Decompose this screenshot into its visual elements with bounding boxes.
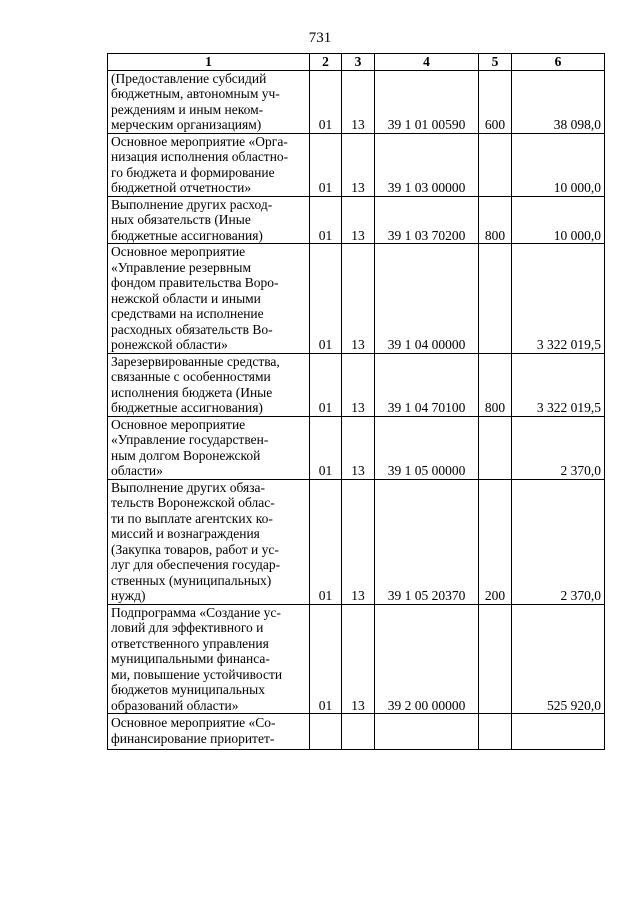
expense-item-name-line: средствами на исполнение — [111, 306, 264, 321]
column-header-3: 3 — [342, 54, 375, 71]
expense-item-name-line: области» — [111, 463, 163, 478]
expense-item-name-line: ных обязательств (Иные — [111, 212, 251, 227]
expense-item-name-line: мерческим организациям) — [111, 117, 262, 132]
expense-item-name-line: бюджетов муниципальных — [111, 682, 265, 697]
expense-item-name-line: ным долгом Воронежской — [111, 447, 261, 463]
expense-item-name — [108, 604, 310, 714]
expense-item-name-line: (Закупка товаров, работ и ус- — [111, 541, 279, 557]
table-row — [108, 604, 605, 714]
column-header-4: 4 — [375, 54, 479, 71]
subsection-code: 13 — [342, 196, 375, 244]
amount: 10 000,0 — [512, 196, 605, 244]
table-row — [108, 133, 605, 196]
expense-item-name — [108, 70, 310, 133]
column-header-2: 2 — [310, 54, 342, 71]
expense-type-code — [479, 244, 512, 354]
table-row — [108, 70, 605, 133]
target-article-code: 39 2 00 00000 — [375, 604, 479, 714]
expense-item-name-line: низация исполнения областно- — [111, 149, 289, 164]
expense-item-name-line: Основное мероприятие — [111, 244, 246, 259]
target-article-code: 39 1 04 70100 — [375, 353, 479, 416]
expense-item-name — [108, 133, 310, 196]
expense-type-code — [479, 604, 512, 714]
column-header-6: 6 — [512, 54, 605, 71]
section-code: 01 — [310, 70, 342, 133]
expense-type-code — [479, 714, 512, 750]
table-row — [108, 479, 605, 604]
page-number: 731 — [308, 30, 332, 46]
amount: 38 098,0 — [512, 70, 605, 133]
target-article-code: 39 1 05 20370 — [375, 479, 479, 604]
amount: 3 322 019,5 — [512, 244, 605, 354]
subsection-code: 13 — [342, 244, 375, 354]
section-code: 01 — [310, 353, 342, 416]
expense-item-name-line: муниципальными финанса- — [111, 651, 270, 666]
amount: 3 322 019,5 — [512, 353, 605, 416]
expense-item-name-line: ронежской области» — [111, 337, 228, 352]
expense-item-name-line: ти по выплате агентских ко- — [111, 510, 273, 526]
expense-item-name-line: Основное мероприятие «Со- — [111, 715, 276, 730]
expense-item-name — [108, 244, 310, 354]
expense-type-code: 800 — [479, 353, 512, 416]
expense-item-name-line: луг для обеспечения государ- — [111, 557, 281, 572]
section-code: 01 — [310, 604, 342, 714]
expense-item-name-line: миссий и вознаграждения — [111, 526, 260, 541]
expense-item-name-line: исполнения бюджета (Иные — [111, 384, 273, 400]
subsection-code — [342, 714, 375, 750]
subsection-code: 13 — [342, 479, 375, 604]
section-code — [310, 714, 342, 750]
table-header-row — [108, 54, 605, 71]
target-article-code: 39 1 03 70200 — [375, 196, 479, 244]
expense-item-name-line: финансирование приоритет- — [111, 730, 275, 746]
amount: 10 000,0 — [512, 133, 605, 196]
table-row — [108, 353, 605, 416]
section-code: 01 — [310, 133, 342, 196]
expense-item-name — [108, 196, 310, 244]
subsection-code: 13 — [342, 604, 375, 714]
expense-item-name-line: ловий для эффективного и — [111, 620, 264, 635]
target-article-code: 39 1 04 00000 — [375, 244, 479, 354]
expense-item-name-line: бюджетной отчетности» — [111, 180, 252, 195]
expense-type-code — [479, 416, 512, 479]
subsection-code: 13 — [342, 70, 375, 133]
expense-item-name-line: тельств Воронежской облас- — [111, 495, 275, 510]
expense-item-name-line: ответственного управления — [111, 635, 269, 651]
expense-item-name-line: реждениям и иным неком- — [111, 101, 264, 117]
amount — [512, 714, 605, 750]
target-article-code: 39 1 01 00590 — [375, 70, 479, 133]
subsection-code: 13 — [342, 133, 375, 196]
amount: 2 370,0 — [512, 479, 605, 604]
table-body — [108, 70, 605, 750]
column-header-5: 5 — [479, 54, 512, 71]
section-code: 01 — [310, 244, 342, 354]
section-code: 01 — [310, 416, 342, 479]
target-article-code: 39 1 03 00000 — [375, 133, 479, 196]
expense-item-name-line: Основное мероприятие — [111, 416, 246, 432]
target-article-code — [375, 714, 479, 750]
expense-type-code: 600 — [479, 70, 512, 133]
expense-item-name-line: расходных обязательств Во- — [111, 321, 273, 337]
expense-item-name — [108, 353, 310, 416]
table-row — [108, 244, 605, 354]
expense-item-name-line: ми, повышение устойчивости — [111, 666, 283, 682]
expense-item-name-line: ственных (муниципальных) — [111, 572, 272, 588]
expense-item-name — [108, 714, 310, 750]
expense-item-name-line: фондом правительства Воро- — [111, 275, 279, 290]
expense-item-name-line: бюджетные ассигнования) — [111, 400, 263, 415]
expense-item-name-line: Выполнение других расход- — [111, 196, 273, 212]
expense-item-name-line: Подпрограмма «Создание ус- — [111, 604, 281, 620]
table-row — [108, 196, 605, 244]
amount: 525 920,0 — [512, 604, 605, 714]
expense-item-name-line: нежской области и иными — [111, 290, 261, 306]
expense-item-name-line: бюджетным, автономным уч- — [111, 86, 280, 101]
expense-item-name-line: го бюджета и формирование — [111, 164, 275, 180]
expense-item-name-line: нужд) — [111, 588, 146, 603]
section-code: 01 — [310, 196, 342, 244]
expense-type-code: 800 — [479, 196, 512, 244]
expense-item-name — [108, 479, 310, 604]
expense-type-code: 200 — [479, 479, 512, 604]
expense-item-name-line: «Управление государствен- — [111, 432, 269, 447]
amount: 2 370,0 — [512, 416, 605, 479]
expense-item-name-line: (Предоставление субсидий — [111, 70, 267, 86]
subsection-code: 13 — [342, 416, 375, 479]
expense-item-name-line: Зарезервированные средства, — [111, 353, 280, 369]
subsection-code: 13 — [342, 353, 375, 416]
expense-item-name-line: образований области» — [111, 697, 239, 713]
expense-item-name-line: Основное мероприятие «Орга- — [111, 133, 288, 149]
budget-table — [107, 53, 605, 750]
expense-item-name-line: связанные с особенностями — [111, 369, 271, 384]
expense-item-name — [108, 416, 310, 479]
expense-type-code — [479, 133, 512, 196]
target-article-code: 39 1 05 00000 — [375, 416, 479, 479]
table-row — [108, 416, 605, 479]
section-code: 01 — [310, 479, 342, 604]
table-row — [108, 714, 605, 750]
expense-item-name-line: бюджетные ассигнования) — [111, 227, 263, 243]
column-header-1: 1 — [108, 54, 310, 71]
expense-item-name-line: Выполнение других обяза- — [111, 479, 266, 495]
expense-item-name-line: «Управление резервным — [111, 259, 252, 275]
